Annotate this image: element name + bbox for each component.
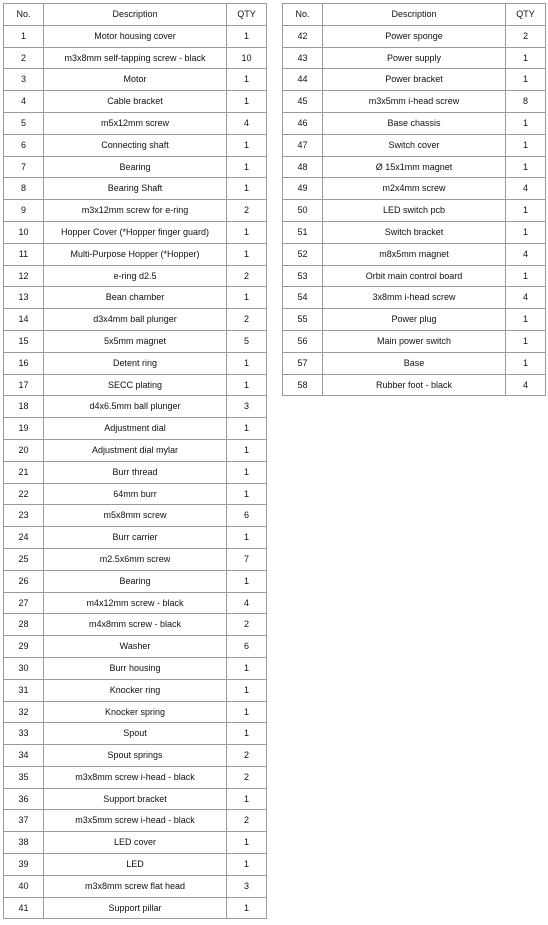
table-row: [4, 483, 267, 505]
cell-no: 16: [4, 352, 44, 374]
cell-no: 29: [4, 636, 44, 658]
table-row: [4, 723, 267, 745]
cell-no: 36: [4, 788, 44, 810]
cell-description: Motor: [44, 69, 227, 91]
cell-no: 43: [283, 47, 323, 69]
cell-qty: 10: [227, 47, 267, 69]
cell-qty: 1: [227, 461, 267, 483]
cell-description: Bearing Shaft: [44, 178, 227, 200]
cell-no: 4: [4, 91, 44, 113]
cell-description: m2.5x6mm screw: [44, 548, 227, 570]
cell-description: Power supply: [323, 47, 506, 69]
cell-no: 31: [4, 679, 44, 701]
cell-description: e-ring d2.5: [44, 265, 227, 287]
cell-description: Knocker spring: [44, 701, 227, 723]
cell-no: 18: [4, 396, 44, 418]
cell-description: Multi-Purpose Hopper (*Hopper): [44, 243, 227, 265]
cell-no: 20: [4, 439, 44, 461]
cell-qty: 6: [227, 636, 267, 658]
cell-description: Switch bracket: [323, 221, 506, 243]
cell-qty: 1: [506, 47, 546, 69]
table-row: [4, 548, 267, 570]
cell-description: Motor housing cover: [44, 25, 227, 47]
table-row: [4, 527, 267, 549]
cell-description: m3x5mm i-head screw: [323, 91, 506, 113]
cell-no: 50: [283, 200, 323, 222]
table-row: [4, 810, 267, 832]
cell-qty: 3: [227, 875, 267, 897]
cell-no: 15: [4, 330, 44, 352]
cell-description: m5x8mm screw: [44, 505, 227, 527]
table-row: [283, 134, 546, 156]
cell-no: 3: [4, 69, 44, 91]
header-description: Description: [323, 4, 506, 26]
cell-description: 3x8mm i-head screw: [323, 287, 506, 309]
cell-description: Bearing: [44, 156, 227, 178]
cell-description: m8x5mm magnet: [323, 243, 506, 265]
cell-no: 13: [4, 287, 44, 309]
cell-no: 33: [4, 723, 44, 745]
cell-description: LED cover: [44, 832, 227, 854]
cell-description: Spout: [44, 723, 227, 745]
cell-qty: 1: [227, 134, 267, 156]
cell-description: Orbit main control board: [323, 265, 506, 287]
table-row: [4, 570, 267, 592]
cell-no: 14: [4, 309, 44, 331]
table-row: [283, 221, 546, 243]
table-row: [4, 701, 267, 723]
table-row: [283, 178, 546, 200]
cell-description: Adjustment dial: [44, 418, 227, 440]
cell-description: Main power switch: [323, 330, 506, 352]
cell-no: 56: [283, 330, 323, 352]
cell-no: 17: [4, 374, 44, 396]
table-row: [4, 897, 267, 919]
table-row: [283, 265, 546, 287]
cell-description: LED switch pcb: [323, 200, 506, 222]
cell-description: Hopper Cover (*Hopper finger guard): [44, 221, 227, 243]
cell-qty: 1: [227, 221, 267, 243]
table-row: [4, 156, 267, 178]
parts-table-left: [3, 3, 267, 919]
cell-qty: 4: [506, 178, 546, 200]
header-no: No.: [283, 4, 323, 26]
cell-qty: 1: [506, 200, 546, 222]
cell-no: 44: [283, 69, 323, 91]
table-row: [283, 200, 546, 222]
table-row: [283, 47, 546, 69]
table-row: [4, 112, 267, 134]
cell-no: 24: [4, 527, 44, 549]
table-row: [4, 745, 267, 767]
header-description: Description: [44, 4, 227, 26]
table-row: [4, 243, 267, 265]
table-row: [4, 47, 267, 69]
cell-no: 52: [283, 243, 323, 265]
table-row: [4, 854, 267, 876]
cell-description: Base: [323, 352, 506, 374]
cell-qty: 1: [227, 178, 267, 200]
cell-no: 2: [4, 47, 44, 69]
cell-qty: 1: [227, 701, 267, 723]
cell-qty: 1: [227, 91, 267, 113]
cell-qty: 2: [227, 265, 267, 287]
cell-no: 5: [4, 112, 44, 134]
table-row: [4, 330, 267, 352]
cell-qty: 1: [506, 221, 546, 243]
cell-description: Support pillar: [44, 897, 227, 919]
cell-qty: 1: [506, 69, 546, 91]
cell-no: 42: [283, 25, 323, 47]
cell-qty: 1: [506, 265, 546, 287]
cell-no: 12: [4, 265, 44, 287]
table-row: [283, 309, 546, 331]
table-row: [283, 352, 546, 374]
cell-qty: 1: [227, 418, 267, 440]
cell-qty: 6: [227, 505, 267, 527]
cell-description: m2x4mm screw: [323, 178, 506, 200]
cell-description: 5x5mm magnet: [44, 330, 227, 352]
cell-no: 45: [283, 91, 323, 113]
cell-description: Burr thread: [44, 461, 227, 483]
cell-description: Detent ring: [44, 352, 227, 374]
table-row: [283, 25, 546, 47]
cell-description: m5x12mm screw: [44, 112, 227, 134]
table-row: [4, 352, 267, 374]
cell-no: 38: [4, 832, 44, 854]
cell-no: 34: [4, 745, 44, 767]
cell-qty: 1: [227, 352, 267, 374]
cell-description: m3x8mm self-tapping screw - black: [44, 47, 227, 69]
table-row: [4, 396, 267, 418]
table-row: [283, 69, 546, 91]
cell-no: 41: [4, 897, 44, 919]
cell-description: m4x12mm screw - black: [44, 592, 227, 614]
table-row: [4, 439, 267, 461]
cell-qty: 3: [227, 396, 267, 418]
table-row: [4, 309, 267, 331]
table-row: [4, 69, 267, 91]
cell-qty: 1: [506, 352, 546, 374]
table-row: [4, 679, 267, 701]
cell-qty: 1: [227, 679, 267, 701]
parts-table-right-body: [283, 25, 546, 396]
table-row: [4, 25, 267, 47]
cell-description: Spout springs: [44, 745, 227, 767]
cell-description: Bearing: [44, 570, 227, 592]
cell-qty: 1: [227, 897, 267, 919]
cell-description: Power bracket: [323, 69, 506, 91]
cell-no: 26: [4, 570, 44, 592]
table-row: [4, 657, 267, 679]
cell-no: 28: [4, 614, 44, 636]
cell-qty: 8: [506, 91, 546, 113]
cell-description: 64mm burr: [44, 483, 227, 505]
cell-no: 9: [4, 200, 44, 222]
cell-no: 8: [4, 178, 44, 200]
cell-description: m3x8mm screw i-head - black: [44, 766, 227, 788]
table-row: [4, 592, 267, 614]
table-row: [283, 330, 546, 352]
cell-qty: 1: [227, 287, 267, 309]
cell-no: 58: [283, 374, 323, 396]
cell-qty: 4: [506, 243, 546, 265]
cell-qty: 2: [227, 766, 267, 788]
cell-description: LED: [44, 854, 227, 876]
cell-no: 54: [283, 287, 323, 309]
cell-description: Burr housing: [44, 657, 227, 679]
cell-description: Rubber foot - black: [323, 374, 506, 396]
cell-description: Bean chamber: [44, 287, 227, 309]
table-row: [4, 265, 267, 287]
cell-no: 25: [4, 548, 44, 570]
table-row: [4, 418, 267, 440]
cell-description: m4x8mm screw - black: [44, 614, 227, 636]
cell-no: 32: [4, 701, 44, 723]
table-row: [4, 374, 267, 396]
cell-no: 7: [4, 156, 44, 178]
cell-description: Adjustment dial mylar: [44, 439, 227, 461]
cell-description: m3x12mm screw for e-ring: [44, 200, 227, 222]
cell-no: 21: [4, 461, 44, 483]
table-row: [283, 91, 546, 113]
table-row: [4, 200, 267, 222]
cell-no: 47: [283, 134, 323, 156]
parts-table-left-body: [4, 25, 267, 919]
cell-description: Power sponge: [323, 25, 506, 47]
cell-qty: 1: [506, 309, 546, 331]
cell-qty: 2: [506, 25, 546, 47]
cell-no: 55: [283, 309, 323, 331]
cell-qty: 2: [227, 810, 267, 832]
cell-description: Burr carrier: [44, 527, 227, 549]
header-qty: QTY: [506, 4, 546, 26]
cell-qty: 7: [227, 548, 267, 570]
cell-qty: 2: [227, 200, 267, 222]
cell-no: 23: [4, 505, 44, 527]
cell-qty: 4: [227, 112, 267, 134]
cell-description: m3x5mm screw i-head - black: [44, 810, 227, 832]
cell-description: Power plug: [323, 309, 506, 331]
table-row: [4, 505, 267, 527]
cell-description: Ø 15x1mm magnet: [323, 156, 506, 178]
header-qty: QTY: [227, 4, 267, 26]
table-row: [4, 832, 267, 854]
table-row: [4, 636, 267, 658]
cell-qty: 1: [227, 570, 267, 592]
cell-no: 1: [4, 25, 44, 47]
cell-no: 27: [4, 592, 44, 614]
cell-qty: 4: [506, 287, 546, 309]
cell-no: 30: [4, 657, 44, 679]
cell-no: 51: [283, 221, 323, 243]
cell-qty: 2: [227, 614, 267, 636]
cell-no: 35: [4, 766, 44, 788]
table-row: [283, 156, 546, 178]
cell-qty: 4: [227, 592, 267, 614]
cell-no: 53: [283, 265, 323, 287]
table-header-row: [283, 4, 546, 26]
header-no: No.: [4, 4, 44, 26]
table-row: [283, 374, 546, 396]
cell-description: Cable bracket: [44, 91, 227, 113]
cell-qty: 1: [227, 788, 267, 810]
cell-qty: 1: [227, 483, 267, 505]
cell-qty: 1: [227, 69, 267, 91]
cell-qty: 1: [227, 854, 267, 876]
cell-qty: 1: [227, 25, 267, 47]
cell-description: Switch cover: [323, 134, 506, 156]
table-row: [4, 875, 267, 897]
table-row: [4, 91, 267, 113]
cell-no: 40: [4, 875, 44, 897]
cell-description: Connecting shaft: [44, 134, 227, 156]
cell-description: d3x4mm ball plunger: [44, 309, 227, 331]
cell-qty: 2: [227, 745, 267, 767]
parts-table-right: [282, 3, 546, 396]
cell-no: 49: [283, 178, 323, 200]
cell-qty: 1: [227, 723, 267, 745]
cell-qty: 1: [227, 527, 267, 549]
table-row: [4, 178, 267, 200]
table-row: [283, 112, 546, 134]
cell-no: 10: [4, 221, 44, 243]
cell-no: 19: [4, 418, 44, 440]
cell-qty: 1: [227, 156, 267, 178]
cell-no: 46: [283, 112, 323, 134]
table-header-row: [4, 4, 267, 26]
cell-description: Base chassis: [323, 112, 506, 134]
cell-no: 11: [4, 243, 44, 265]
table-row: [4, 287, 267, 309]
cell-description: d4x6.5mm ball plunger: [44, 396, 227, 418]
cell-qty: 1: [227, 439, 267, 461]
cell-qty: 1: [506, 112, 546, 134]
cell-qty: 1: [506, 156, 546, 178]
cell-qty: 1: [227, 832, 267, 854]
cell-qty: 1: [506, 134, 546, 156]
cell-qty: 1: [227, 374, 267, 396]
table-row: [283, 243, 546, 265]
cell-description: m3x8mm screw flat head: [44, 875, 227, 897]
table-row: [4, 461, 267, 483]
cell-description: Knocker ring: [44, 679, 227, 701]
table-row: [4, 788, 267, 810]
cell-qty: 1: [506, 330, 546, 352]
cell-qty: 1: [227, 657, 267, 679]
cell-qty: 2: [227, 309, 267, 331]
cell-description: Support bracket: [44, 788, 227, 810]
cell-qty: 1: [227, 243, 267, 265]
table-row: [4, 614, 267, 636]
cell-no: 57: [283, 352, 323, 374]
table-row: [4, 766, 267, 788]
cell-no: 22: [4, 483, 44, 505]
cell-no: 39: [4, 854, 44, 876]
table-row: [4, 221, 267, 243]
cell-no: 37: [4, 810, 44, 832]
table-row: [4, 134, 267, 156]
table-row: [283, 287, 546, 309]
cell-qty: 5: [227, 330, 267, 352]
cell-qty: 4: [506, 374, 546, 396]
cell-description: SECC plating: [44, 374, 227, 396]
cell-no: 48: [283, 156, 323, 178]
cell-no: 6: [4, 134, 44, 156]
cell-description: Washer: [44, 636, 227, 658]
